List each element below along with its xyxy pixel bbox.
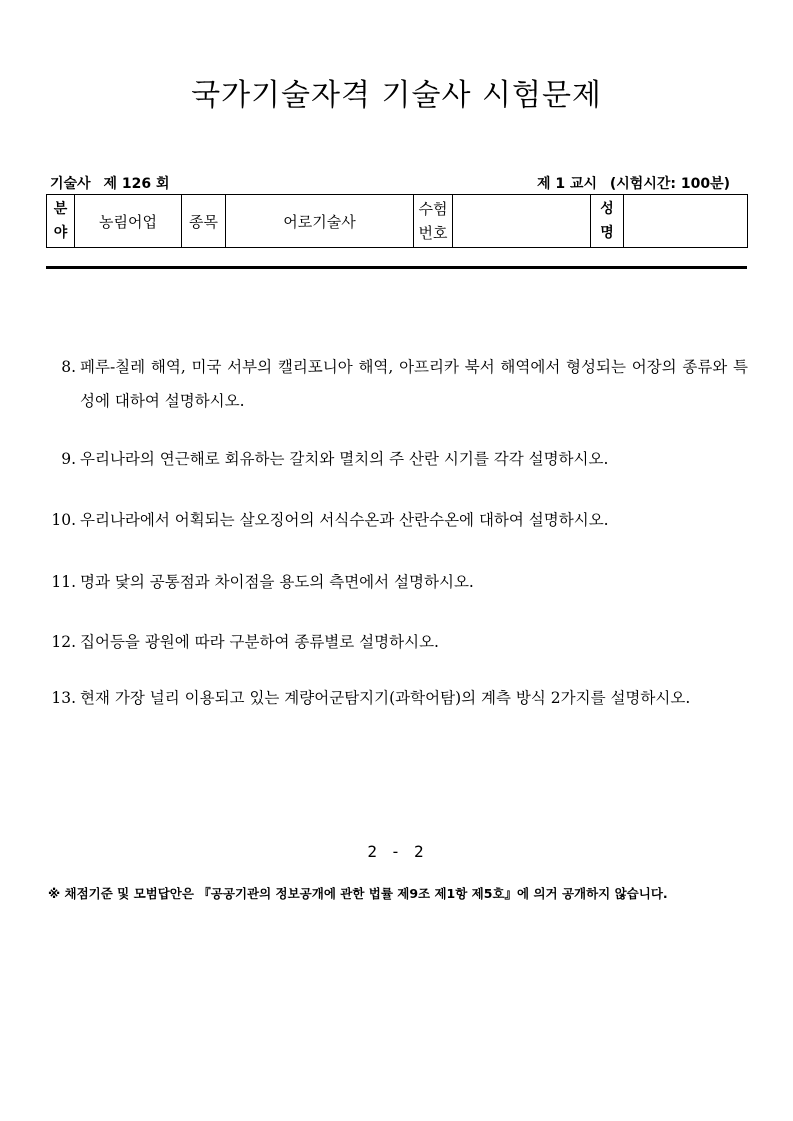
question-text: 집어등을 광원에 따라 구분하여 종류별로 설명하시오. [80, 633, 439, 651]
exam-round [50, 173, 177, 193]
question-text: 명과 닻의 공통점과 차이점을 용도의 측면에서 설명하시오. [80, 573, 474, 591]
question-number: 12. [51, 633, 76, 651]
question-number: 10. [51, 511, 76, 529]
question-number: 9. [61, 450, 76, 468]
exam-info-table [46, 194, 748, 248]
field-label-line-1: 분 [53, 201, 68, 217]
question-item [46, 625, 748, 659]
field-label [47, 195, 75, 248]
name-label [591, 195, 624, 248]
question-number: 13. [51, 689, 76, 707]
category-value: 어로기술사 [226, 195, 414, 248]
page-number: 2 - 2 [367, 842, 426, 861]
name-field[interactable] [624, 195, 748, 248]
exam-duration: (시험시간: 100분) [609, 176, 730, 192]
header-divider [46, 266, 747, 269]
question-item [46, 503, 748, 537]
category-label: 종목 [182, 195, 226, 248]
exam-meta-row [50, 173, 730, 193]
name-label-line-1: 성 [600, 201, 614, 217]
question-text: 우리나라에서 어획되는 살오징어의 서식수온과 산란수온에 대하여 설명하시오. [80, 511, 609, 529]
question-number: 8. [61, 358, 76, 376]
name-label-line-2: 명 [600, 225, 614, 241]
question-text: 페루-칠레 해역, 미국 서부의 캘리포니아 해역, 아프리카 북서 해역에서 형성되는 어장의 종류와 특성에 대하여 설명하시오. [80, 358, 748, 410]
question-text: 현재 가장 널리 이용되고 있는 계량어군탐지기(과학어탐)의 계측 방식 2가지를 설명하시오. [80, 689, 691, 707]
session-number: 제 1 교시 [536, 176, 597, 192]
exam-number-label-line-1: 수험 [418, 200, 448, 218]
field-value: 농림어업 [75, 195, 182, 248]
document-title: 국가기술자격 기술사 시험문제 [191, 78, 602, 113]
question-item [46, 681, 748, 715]
exam-number-label-line-2: 번호 [418, 224, 448, 242]
question-text: 우리나라의 연근해로 회유하는 갈치와 멸치의 주 산란 시기를 각각 설명하시오. [80, 450, 609, 468]
exam-number-field[interactable] [453, 195, 591, 248]
question-item [46, 442, 748, 476]
exam-number-label [414, 195, 453, 248]
exam-session [537, 173, 730, 193]
field-label-line-2: 야 [53, 225, 68, 241]
question-item [46, 565, 748, 599]
exam-type: 기술사 [50, 176, 91, 192]
question-item [46, 350, 748, 418]
disclosure-notice: ※ 채점기준 및 모범답안은 『공공기관의 정보공개에 관한 법률 제9조 제1항 제5호』에 의거 공개하지 않습니다. [48, 886, 668, 901]
exam-round-number: 제 126 회 [103, 176, 170, 192]
question-number: 11. [51, 573, 76, 591]
